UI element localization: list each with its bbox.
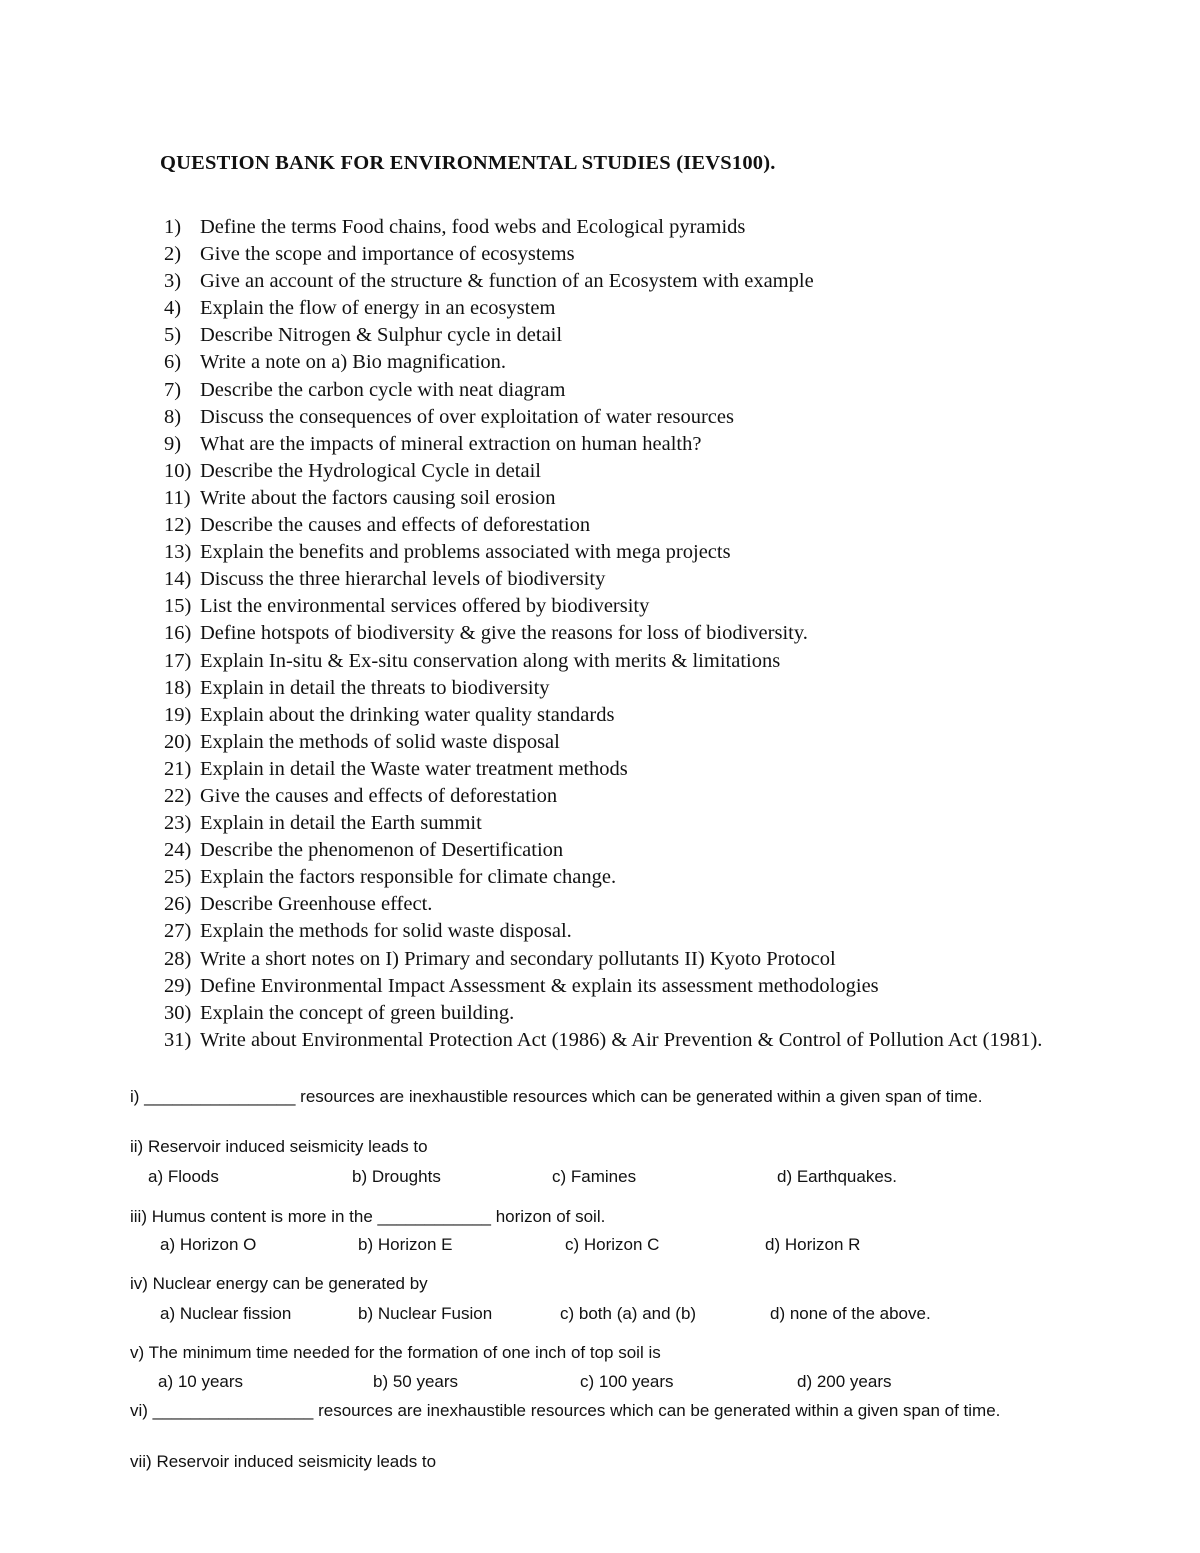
question-text: Describe the phenomenon of Desertification	[200, 839, 564, 862]
question-number: 14)	[164, 568, 192, 591]
question-item	[164, 891, 1104, 918]
question-text: Discuss the consequences of over exploitation of water resources	[200, 405, 734, 428]
question-item	[164, 783, 1104, 810]
mcq-option: b) Horizon E	[358, 1235, 453, 1254]
question-number: 23)	[164, 812, 192, 835]
mcq-option: b) Droughts	[352, 1167, 441, 1186]
question-text: Give an account of the structure & function of an Ecosystem with example	[200, 270, 814, 293]
question-text: Explain the factors responsible for climate change.	[200, 866, 617, 889]
mcq-option: a) 10 years	[158, 1372, 244, 1391]
question-text: Write a note on a) Bio magnification.	[200, 351, 507, 374]
question-number: 27)	[164, 920, 192, 943]
question-text: Explain in detail the Earth summit	[200, 812, 482, 835]
question-text: Describe the Hydrological Cycle in detail	[200, 459, 541, 482]
question-item	[164, 349, 1104, 376]
question-text: Describe the carbon cycle with neat diagram	[200, 378, 566, 401]
question-text: Explain in detail the threats to biodiversity	[200, 676, 550, 699]
question-text: Explain the methods of solid waste disposal	[200, 730, 560, 753]
mcq-option: a) Horizon O	[160, 1235, 257, 1254]
question-text: Give the causes and effects of deforestation	[200, 784, 558, 807]
question-number: 16)	[164, 622, 192, 645]
question-text: Write about the factors causing soil erosion	[200, 486, 556, 509]
question-number: 8)	[164, 405, 182, 428]
question-text: Explain in detail the Waste water treatment methods	[200, 757, 628, 780]
question-item	[164, 1027, 1104, 1054]
question-item	[164, 864, 1104, 891]
question-item	[164, 322, 1104, 349]
question-number: 13)	[164, 541, 192, 564]
question-number: 1)	[164, 216, 182, 238]
question-number: 26)	[164, 893, 192, 916]
question-text: Define Environmental Impact Assessment & explain its assessment methodologies	[200, 974, 879, 997]
question-item	[164, 485, 1104, 512]
question-text: Explain the methods for solid waste disposal.	[200, 920, 572, 943]
question-item	[164, 675, 1104, 702]
mcq-question-6: vi) _________________ resources are inexhaustible resources which can be generated within a given span of time.	[130, 1401, 1001, 1420]
question-number: 10)	[164, 459, 192, 482]
question-number: 17)	[164, 649, 192, 672]
question-text: Explain the flow of energy in an ecosystem	[200, 297, 556, 320]
question-text: Explain In-situ & Ex-situ conservation along with merits & limitations	[200, 649, 781, 672]
question-text: Explain the benefits and problems associated with mega projects	[200, 541, 731, 564]
question-number: 28)	[164, 947, 192, 970]
question-text: Define hotspots of biodiversity & give the reasons for loss of biodiversity.	[200, 622, 808, 645]
question-text: Write about Environmental Protection Act (1986) & Air Prevention & Control of Pollution Act (1981).	[200, 1028, 1043, 1051]
question-text: Define the terms Food chains, food webs and Ecological pyramids	[200, 216, 746, 238]
page-title: QUESTION BANK FOR ENVIRONMENTAL STUDIES (IEVS100).	[160, 152, 776, 174]
question-item	[164, 702, 1104, 729]
mcq-question-3: iii) Humus content is more in the ____________ horizon of soil.	[130, 1207, 606, 1226]
question-number: 18)	[164, 676, 192, 699]
question-list	[164, 214, 1104, 1054]
question-number: 24)	[164, 839, 192, 862]
mcq-option: d) Earthquakes.	[777, 1167, 898, 1186]
question-item	[164, 946, 1104, 973]
question-text: Describe Greenhouse effect.	[200, 893, 433, 916]
mcq-option: a) Nuclear fission	[160, 1304, 292, 1323]
question-number: 19)	[164, 703, 192, 726]
mcq-question-2: ii) Reservoir induced seismicity leads to	[130, 1137, 428, 1156]
mcq-option: b) Nuclear Fusion	[358, 1304, 493, 1323]
mcq-question-5: v) The minimum time needed for the formation of one inch of top soil is	[130, 1343, 661, 1362]
question-item	[164, 810, 1104, 837]
question-item	[164, 241, 1104, 268]
question-item	[164, 1000, 1104, 1027]
question-item	[164, 756, 1104, 783]
question-item	[164, 404, 1104, 431]
question-number: 29)	[164, 974, 192, 997]
question-item	[164, 648, 1104, 675]
mcq-question-1: i) ________________ resources are inexhaustible resources which can be generated within a given span of time.	[130, 1087, 983, 1106]
question-text: Write a short notes on I) Primary and secondary pollutants II) Kyoto Protocol	[200, 947, 836, 970]
question-number: 12)	[164, 514, 192, 537]
question-number: 3)	[164, 270, 182, 293]
question-item	[164, 973, 1104, 1000]
question-item	[164, 539, 1104, 566]
question-number: 6)	[164, 351, 182, 374]
question-number: 30)	[164, 1001, 192, 1024]
question-text: What are the impacts of mineral extraction on human health?	[200, 432, 702, 455]
mcq-option: c) 100 years	[580, 1372, 674, 1391]
question-item	[164, 729, 1104, 756]
question-number: 21)	[164, 757, 192, 780]
question-number: 2)	[164, 243, 182, 266]
question-number: 7)	[164, 378, 182, 401]
mcq-question-4: iv) Nuclear energy can be generated by	[130, 1274, 428, 1293]
question-text: Give the scope and importance of ecosystems	[200, 243, 575, 266]
question-item	[164, 593, 1104, 620]
mcq-option: b) 50 years	[373, 1372, 459, 1391]
mcq-option: c) Famines	[552, 1167, 637, 1186]
question-number: 22)	[164, 784, 192, 807]
question-text: Explain about the drinking water quality standards	[200, 703, 615, 726]
question-text: Describe the causes and effects of deforestation	[200, 514, 591, 537]
mcq-option: c) Horizon C	[565, 1235, 660, 1254]
question-text: Discuss the three hierarchal levels of biodiversity	[200, 568, 606, 591]
question-text: Explain the concept of green building.	[200, 1001, 515, 1024]
question-number: 5)	[164, 324, 182, 347]
mcq-option: a) Floods	[148, 1167, 219, 1186]
question-item	[164, 566, 1104, 593]
question-item	[164, 458, 1104, 485]
question-item	[164, 512, 1104, 539]
question-number: 15)	[164, 595, 192, 618]
mcq-option: d) Horizon R	[765, 1235, 861, 1254]
question-number: 25)	[164, 866, 192, 889]
mcq-option: c) both (a) and (b)	[560, 1304, 697, 1323]
question-number: 9)	[164, 432, 182, 455]
question-number: 11)	[164, 486, 191, 509]
question-item	[164, 377, 1104, 404]
question-item	[164, 214, 1104, 241]
question-item	[164, 837, 1104, 864]
mcq-option: d) 200 years	[797, 1372, 892, 1391]
question-number: 4)	[164, 297, 182, 320]
question-item	[164, 918, 1104, 945]
question-item	[164, 295, 1104, 322]
mcq-option: d) none of the above.	[770, 1304, 931, 1323]
question-item	[164, 268, 1104, 295]
question-item	[164, 431, 1104, 458]
mcq-question-7: vii) Reservoir induced seismicity leads to	[130, 1452, 437, 1471]
question-text: Describe Nitrogen & Sulphur cycle in detail	[200, 324, 563, 347]
question-number: 31)	[164, 1028, 192, 1051]
question-number: 20)	[164, 730, 192, 753]
question-text: List the environmental services offered by biodiversity	[200, 595, 650, 618]
question-item	[164, 620, 1104, 647]
